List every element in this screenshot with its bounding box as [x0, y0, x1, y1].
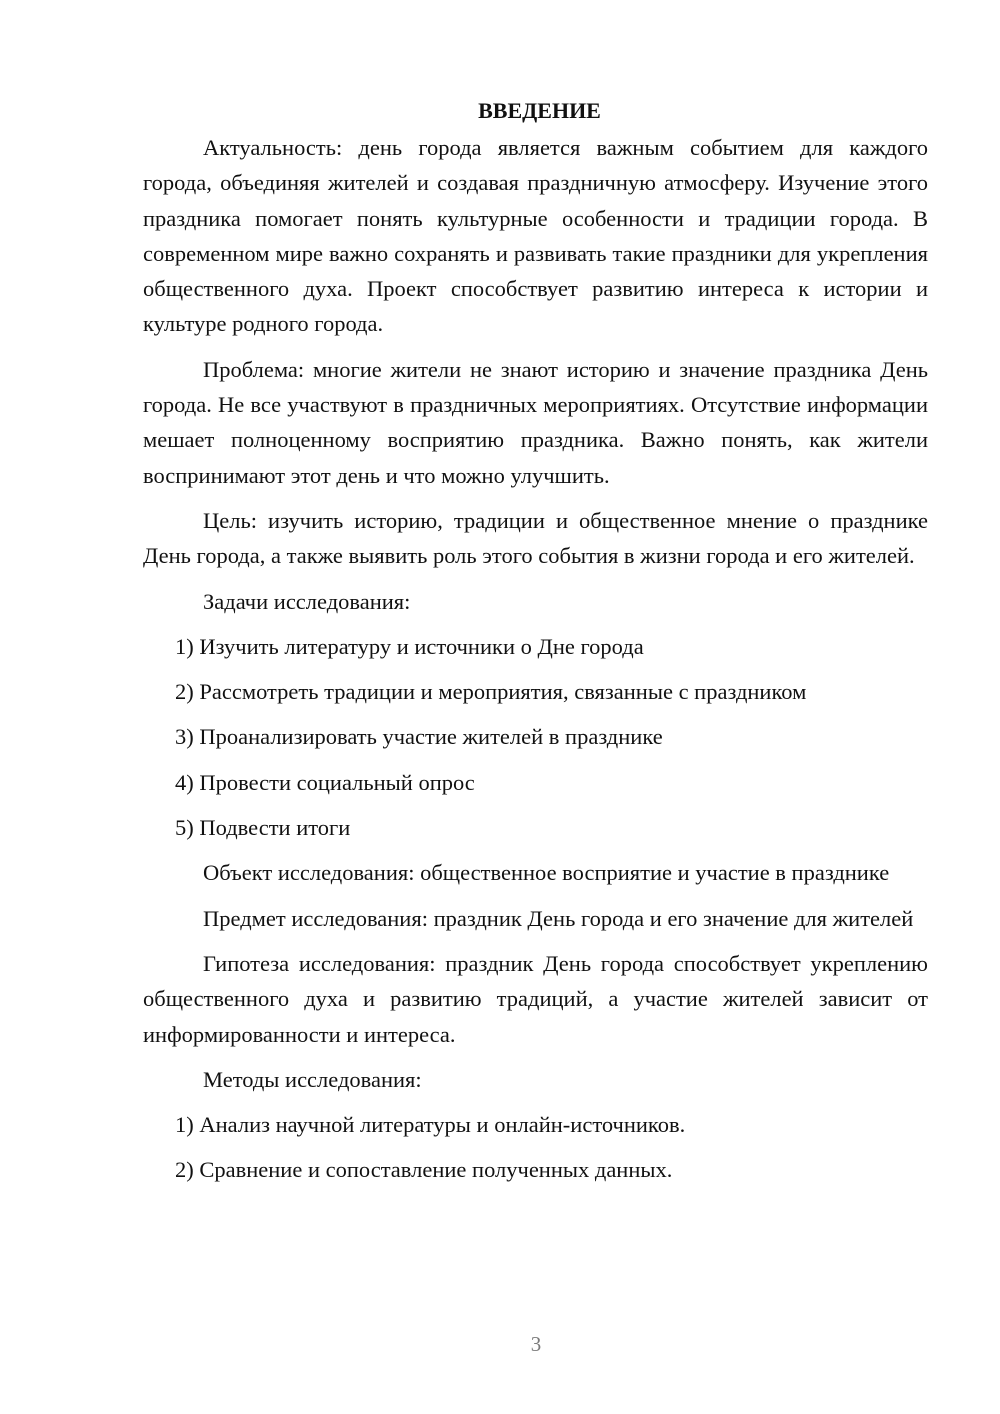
- method-item: 1) Анализ научной литературы и онлайн-источников.: [175, 1112, 686, 1138]
- document-page: [143, 93, 928, 1198]
- section-heading: ВВЕДЕНИЕ: [478, 98, 601, 123]
- relevance-paragraph: Актуальность: день города является важным событием для каждого города, объединяя жителей и создавая праздничную атмосферу. Изучение этого праздника помогает понять культурные особенности и традиции города. В современном мире важно сохранять и развивать такие праздники для укрепления общественного духа. Проект способствует развитию интереса к истории и культуре родного города.: [143, 135, 928, 337]
- methods-heading: Методы исследования:: [203, 1066, 422, 1092]
- tasks-heading: Задачи исследования:: [203, 588, 411, 614]
- hypothesis-paragraph: Гипотеза исследования: праздник День города способствует укреплению общественного духа и развитию традиций, а участие жителей зависит от информированности и интереса.: [143, 950, 928, 1047]
- subject-paragraph: Предмет исследования: праздник День города и его значение для жителей: [203, 905, 914, 931]
- task-item: 2) Рассмотреть традиции и мероприятия, связанные с праздником: [175, 679, 807, 705]
- page-number: 3: [530, 1332, 542, 1356]
- goal-paragraph: Цель: изучить историю, традиции и общественное мнение о празднике День города, а также выявить роль этого события в жизни города и его жителей.: [143, 507, 928, 569]
- task-item: 3) Проанализировать участие жителей в празднике: [175, 724, 663, 750]
- object-paragraph: Объект исследования: общественное восприятие и участие в празднике: [203, 860, 890, 886]
- problem-paragraph: Проблема: многие жители не знают историю и значение праздника День города. Не все участвуют в праздничных мероприятиях. Отсутствие информации мешает полноценному восприятию праздника. Важно понять, как жители воспринимают этот день и что можно улучшить.: [143, 356, 928, 488]
- task-item: 4) Провести социальный опрос: [175, 769, 475, 795]
- task-item: 1) Изучить литературу и источники о Дне города: [175, 633, 644, 659]
- task-item: 5) Подвести итоги: [175, 815, 351, 841]
- method-item: 2) Сравнение и сопоставление полученных данных.: [175, 1157, 673, 1183]
